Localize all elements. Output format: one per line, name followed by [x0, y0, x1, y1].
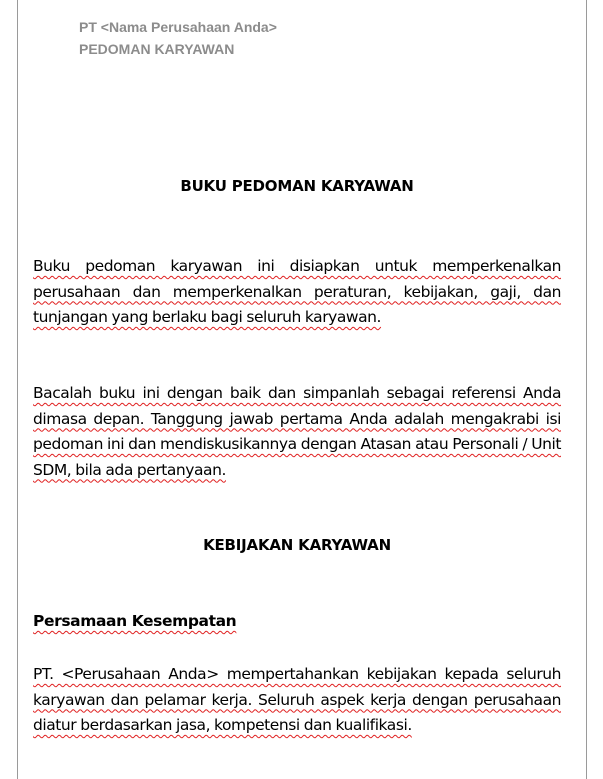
page-left-edge [17, 0, 18, 779]
header-document-line: PEDOMAN KARYAWAN [79, 41, 235, 57]
section-paragraph-text: PT. <Perusahaan Anda> mempertahankan kebijakan kepada seluruh karyawan dan pelamar kerja. Seluruh aspek kerja dengan perusahaan diatur berdasarkan jasa, kompetensi dan kualifikasi. [33, 665, 561, 734]
section-paragraph [33, 662, 561, 739]
intro-paragraph-2 [33, 381, 561, 483]
page-header [79, 16, 277, 60]
section-subheading: Persamaan Kesempatan [33, 612, 237, 630]
section-title: KEBIJAKAN KARYAWAN [203, 536, 391, 554]
intro-paragraph-1 [33, 254, 561, 331]
intro-paragraph-1-text: Buku pedoman karyawan ini disiapkan untuk memperkenalkan perusahaan dan memperkenalkan peraturan, kebijakan, gaji, dan tunjangan yang berlaku bagi seluruh karyawan. [33, 257, 561, 326]
intro-paragraph-2-text: Bacalah buku ini dengan baik dan simpanlah sebagai referensi Anda dimasa depan. Tanggung jawab pertama Anda adalah mengakrabi isi pedoman ini dan mendiskusikannya dengan Atasan atau Personali / Unit SDM, bila ada pertanyaan. [33, 384, 561, 479]
header-company-line: PT <Nama Perusahaan Anda> [79, 19, 277, 35]
page-right-edge [586, 0, 587, 779]
document-title: BUKU PEDOMAN KARYAWAN [180, 177, 414, 195]
